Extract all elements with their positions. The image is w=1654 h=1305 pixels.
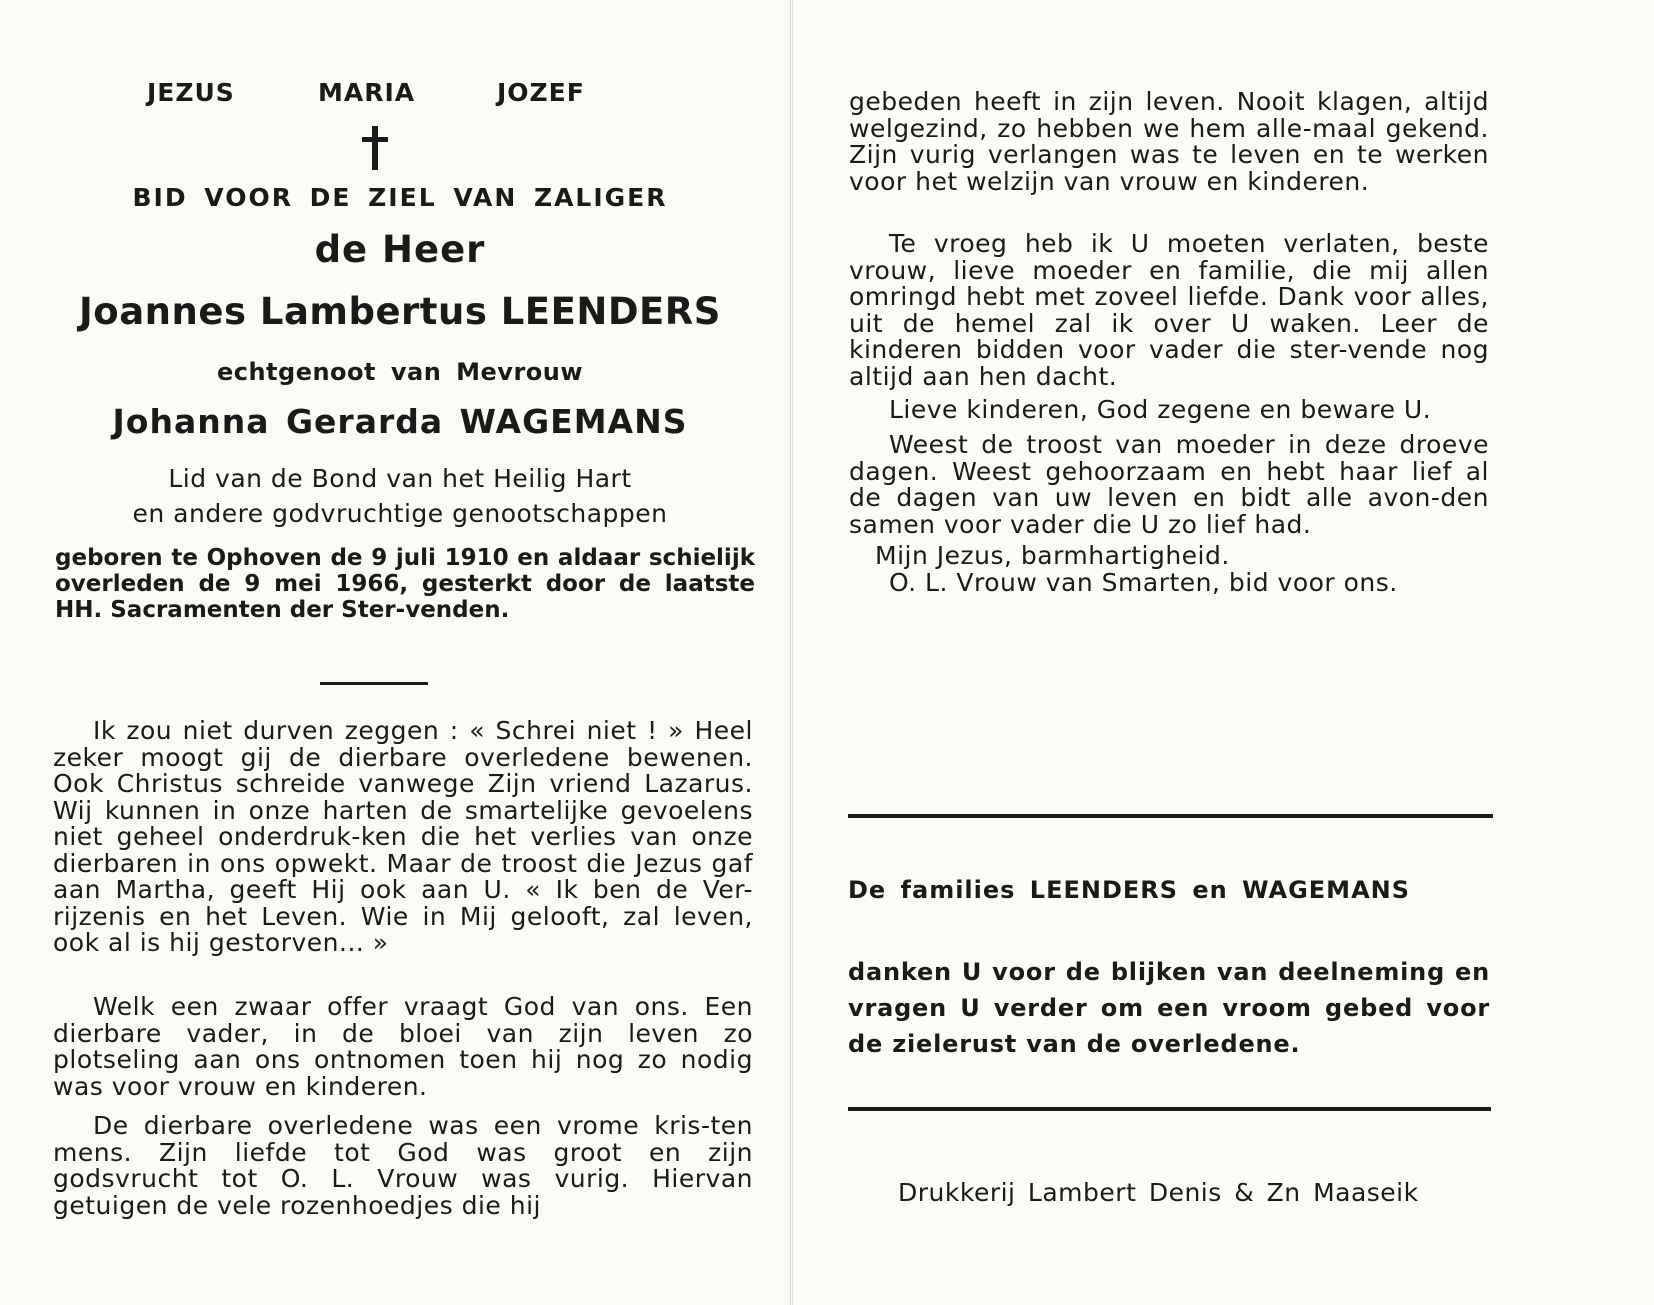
memorial-paragraph-7: Weest de troost van moeder in deze droeve dagen. Weest gehoorzaam en hebt haar lief al de dagen van uw leven en bidt alle avon-den samen voor vader die U zo lief had.	[849, 430, 1489, 539]
spouse-of-label: echtgenoot van Mevrouw	[216, 358, 584, 386]
spouse-name: Johanna Gerarda WAGEMANS	[112, 402, 688, 441]
section-divider-top	[848, 814, 1493, 818]
cross-icon	[357, 126, 393, 170]
section-divider	[320, 682, 428, 685]
invocation-1: Mijn Jezus, barmhartigheid.	[875, 541, 1230, 570]
sacred-name-maria: MARIA	[318, 78, 416, 107]
memorial-paragraph-1: Ik zou niet durven zeggen : « Schrei niet ! » Heel zeker moogt gij de dierbare overledene bewenen. Ook Christus schreide vanwege Zijn vriend Lazarus. Wij kunnen in onze harten de smartelijke gevoelens niet geheel onderdruk-ken die het verlies van onze dierbaren in ons opwekt. Maar de troost die Jezus gaf aan Martha, geeft Hij ook aan U. « Ik ben de Ver-rijzenis en het Leven. Wie in Mij gelooft, zal leven, ook al is hij gestorven... »	[53, 716, 753, 957]
memorial-paragraph-6: Lieve kinderen, God zegene en beware U.	[889, 395, 1432, 424]
invocation-2: O. L. Vrouw van Smarten, bid voor ons.	[889, 568, 1398, 597]
membership-line-2: en andere godvruchtige genootschappen	[132, 499, 668, 528]
deceased-name: Joannes Lambertus LEENDERS	[79, 290, 721, 333]
memorial-paragraph-3: De dierbare overledene was een vrome kris-ten mens. Zijn liefde tot God was groot en zijn godsvrucht tot O. L. Vrouw was vurig. Hiervan getuigen de vele rozenhoedjes die hij	[53, 1111, 753, 1220]
pray-for-heading: BID VOOR DE ZIEL VAN ZALIGER	[132, 183, 668, 212]
section-divider-bottom	[848, 1107, 1491, 1111]
thanks-paragraph: danken U voor de blijken van deelneming en vragen U verder om een vroom gebed voor de zielerust van de overledene.	[848, 958, 1490, 1058]
left-card-page	[0, 0, 791, 1305]
right-card-page	[792, 0, 1654, 1305]
sacred-name-jezus: JEZUS	[147, 78, 235, 107]
printer-credit: Drukkerij Lambert Denis & Zn Maaseik	[898, 1178, 1419, 1207]
birth-death-paragraph: geboren te Ophoven de 9 juli 1910 en aldaar schielijk overleden de 9 mei 1966, gesterkt door de laatste HH. Sacramenten der Ster-venden.	[55, 545, 755, 623]
sacred-name-jozef: JOZEF	[497, 78, 585, 107]
memorial-paragraph-4: gebeden heeft in zijn leven. Nooit klagen, altijd welgezind, zo hebben we hem alle-maal gekend. Zijn vurig verlangen was te leven en te werken voor het welzijn van vrouw en kinderen.	[849, 87, 1489, 196]
memorial-paragraph-2: Welk een zwaar offer vraagt God van ons. Een dierbare vader, in de bloei van zijn leven zo plotseling aan ons ontnomen toen hij nog zo nodig was voor vrouw en kinderen.	[53, 992, 753, 1101]
title-de-heer: de Heer	[314, 228, 486, 271]
membership-line-1: Lid van de Bond van het Heilig Hart	[168, 464, 632, 493]
memorial-paragraph-5: Te vroeg heb ik U moeten verlaten, beste vrouw, lieve moeder en familie, die mij allen omringd hebt met zoveel liefde. Dank voor alles, uit de hemel zal ik over U waken. Leer de kinderen bidden voor vader die ster-vende nog altijd aan hen dacht.	[849, 229, 1489, 391]
families-heading: De families LEENDERS en WAGEMANS	[848, 876, 1411, 904]
